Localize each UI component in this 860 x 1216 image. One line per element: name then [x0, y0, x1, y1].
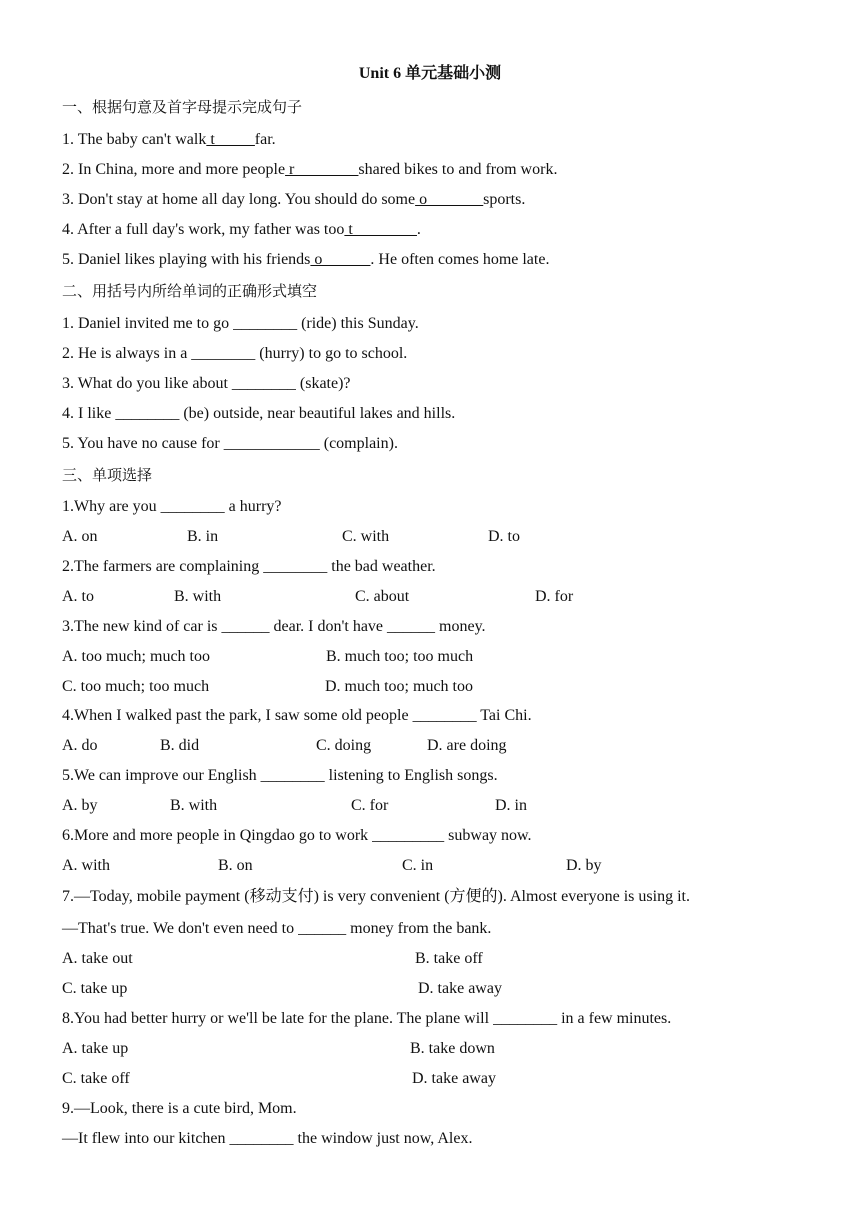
option-a: A. take up [62, 1040, 129, 1057]
fill-item-text: 1. The baby can't walk [62, 131, 207, 148]
question-stem-reply: —It flew into our kitchen ________ the window just now, Alex. [62, 1130, 473, 1147]
option-b: B. with [170, 797, 218, 814]
question-stem: 8.You had better hurry or we'll be late for the plane. The plane will ________ in a few minutes. [62, 1010, 672, 1027]
question-stem: 1.Why are you ________ a hurry? [62, 498, 282, 515]
word-form-item: 4. I like ________ (be) outside, near beautiful lakes and hills. [62, 405, 456, 422]
option-b: B. did [160, 737, 200, 754]
option-c: C. doing [316, 737, 372, 754]
question-stem: 2.The farmers are complaining ________ the bad weather. [62, 558, 436, 575]
word-form-item: 5. You have no cause for ____________ (complain). [62, 435, 398, 452]
question-stem: 6.More and more people in Qingdao go to work _________ subway now. [62, 827, 532, 844]
option-b: B. take off [415, 950, 483, 967]
option-d: D. in [495, 797, 527, 814]
fill-item [62, 190, 525, 210]
fill-blank: r________ [285, 161, 359, 178]
option-c: C. too much; too much [62, 678, 210, 695]
option-b: B. take down [410, 1040, 495, 1057]
fill-item-text: sports. [483, 191, 526, 208]
question-stem: 7.—Today, mobile payment (移动支付) is very convenient (方便的). Almost everyone is using it. [62, 888, 690, 905]
option-c: C. with [342, 528, 390, 545]
option-d: D. by [566, 857, 602, 874]
option-d: D. much too; much too [325, 678, 473, 695]
section2-heading: 二、用括号内所给单词的正确形式填空 [62, 282, 318, 300]
option-a: A. with [62, 857, 110, 874]
option-a: A. too much; much too [62, 648, 210, 665]
option-c: C. take off [62, 1070, 130, 1087]
word-form-item: 3. What do you like about ________ (skate)? [62, 375, 351, 392]
fill-item-text: shared bikes to and from work. [358, 161, 558, 178]
question-stem-reply: —That's true. We don't even need to ______ money from the bank. [62, 920, 492, 937]
fill-blank: o_______ [415, 191, 484, 208]
question-stem: 3.The new kind of car is ______ dear. I don't have ______ money. [62, 618, 486, 635]
fill-item-text: . [416, 221, 421, 238]
fill-blank: o______ [310, 251, 371, 268]
page-title: Unit 6 单元基础小测 [358, 65, 502, 82]
option-c: C. in [402, 857, 434, 874]
fill-blank: t_____ [206, 131, 255, 148]
fill-item [62, 220, 421, 240]
option-b: B. much too; too much [326, 648, 474, 665]
question-stem: 9.—Look, there is a cute bird, Mom. [62, 1100, 297, 1117]
option-c: C. take up [62, 980, 128, 997]
fill-item [62, 160, 557, 180]
option-d: D. for [535, 588, 574, 605]
fill-blank: t________ [344, 221, 417, 238]
fill-item-text: 4. After a full day's work, my father was too [62, 221, 345, 238]
fill-item-text: . He often comes home late. [370, 251, 550, 268]
option-a: A. do [62, 737, 98, 754]
fill-item-text: 5. Daniel likes playing with his friends [62, 251, 311, 268]
option-d: D. are doing [427, 737, 507, 754]
fill-item [62, 250, 549, 270]
fill-item-text: 3. Don't stay at home all day long. You should do some [62, 191, 416, 208]
fill-item [62, 130, 276, 150]
option-b: B. in [187, 528, 219, 545]
fill-item-text: far. [254, 131, 276, 148]
question-stem: 4.When I walked past the park, I saw some old people ________ Tai Chi. [62, 707, 532, 724]
word-form-item: 1. Daniel invited me to go ________ (ride) this Sunday. [62, 315, 419, 332]
option-c: C. about [355, 588, 410, 605]
section1-heading: 一、根据句意及首字母提示完成句子 [62, 98, 303, 116]
fill-item-text: 2. In China, more and more people [62, 161, 286, 178]
option-d: D. take away [418, 980, 502, 997]
option-c: C. for [351, 797, 389, 814]
option-a: A. to [62, 588, 94, 605]
option-a: A. on [62, 528, 98, 545]
option-a: A. take out [62, 950, 133, 967]
option-b: B. with [174, 588, 222, 605]
option-a: A. by [62, 797, 98, 814]
word-form-item: 2. He is always in a ________ (hurry) to go to school. [62, 345, 408, 362]
question-stem: 5.We can improve our English ________ listening to English songs. [62, 767, 498, 784]
option-b: B. on [218, 857, 253, 874]
section3-heading: 三、单项选择 [62, 466, 153, 484]
option-d: D. to [488, 528, 520, 545]
option-d: D. take away [412, 1070, 496, 1087]
